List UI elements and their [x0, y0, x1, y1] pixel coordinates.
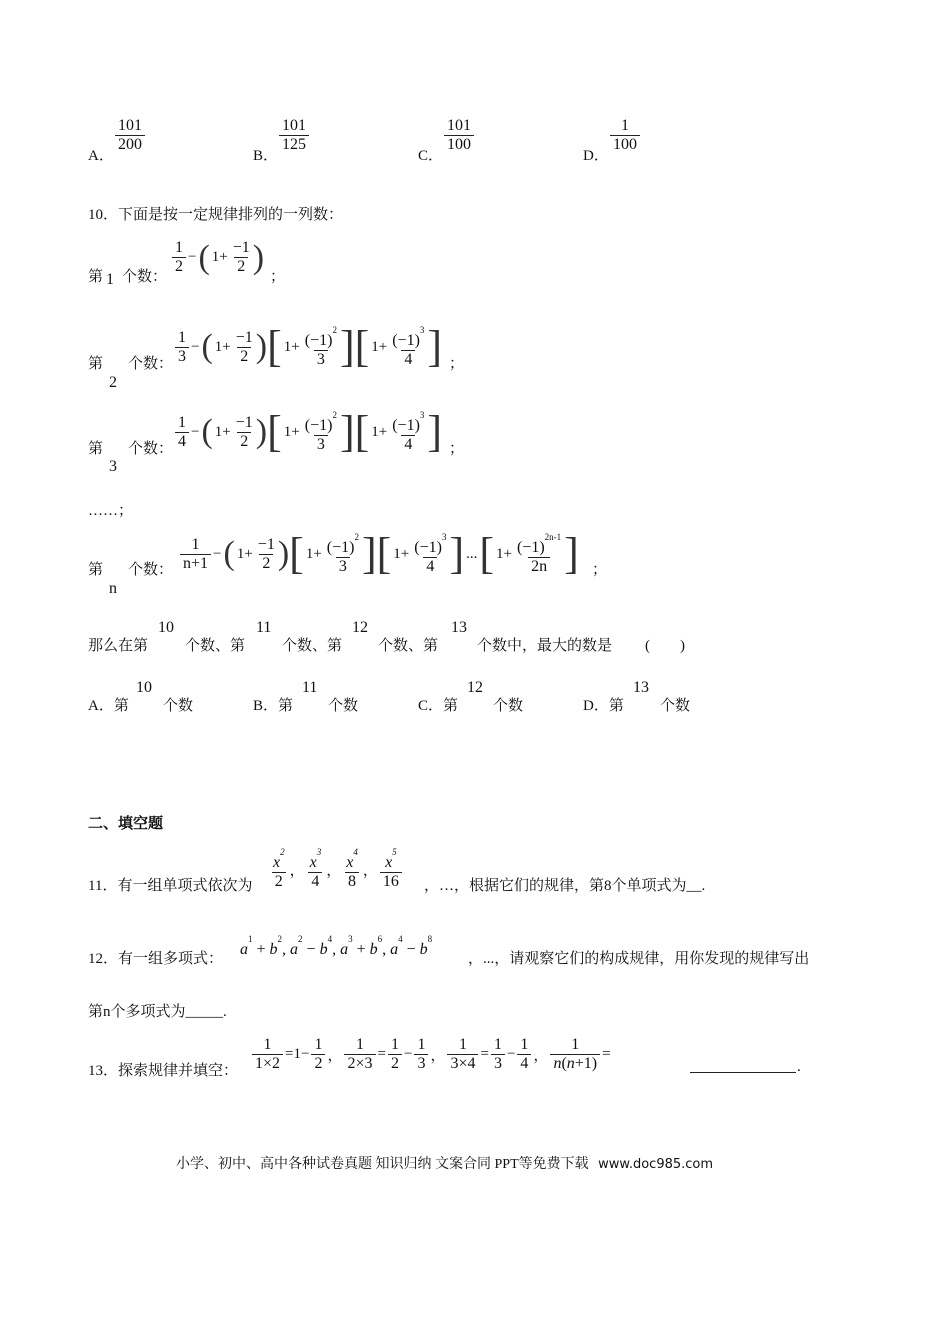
- q13-lead: 13．探索规律并填空：: [88, 1063, 239, 1079]
- q10-row3-end: ；: [449, 441, 465, 457]
- q9-option-c-label: C．: [418, 148, 444, 164]
- q10-row2-expression: $\frac{1}{3}$ − ( 1+ $\frac{-1}{2}$ ) [ 1+ $\frac{(-1)^2}{3}$ ] [ 1+ $\frac{(-1)^3}{4}$ ]: [175, 325, 442, 370]
- q10-rown-index: n: [109, 580, 117, 597]
- q10-option-a-label: A．第: [88, 698, 129, 714]
- q10-rown-prefix: 第: [88, 562, 104, 578]
- q11-lead: 11．有一组单项式依次为: [88, 878, 253, 894]
- q9-option-b-den: 125: [279, 135, 309, 154]
- q9-option-a-num: 101: [118, 117, 142, 134]
- q10-row3-index: 3: [109, 458, 117, 475]
- q12-line2: 第n个多项式为_____.: [88, 1004, 227, 1020]
- q9-option-b-num: 101: [282, 117, 306, 134]
- q10-question-part3: 个数、第: [282, 638, 343, 654]
- q10-option-b-num: 11: [302, 679, 318, 696]
- q9-option-d-fraction: [610, 117, 640, 155]
- q10-option-d-tail: 个数: [660, 698, 691, 714]
- q10-option-c-num: 12: [467, 679, 483, 696]
- q10-ellipsis: ……；: [88, 503, 134, 519]
- q10-rown-end: ；: [592, 562, 608, 578]
- q10-option-a-num: 10: [136, 679, 152, 696]
- q10-question-num2: 11: [256, 619, 272, 636]
- q10-row3-prefix: 第: [88, 441, 104, 457]
- q9-option-b-fraction: [279, 117, 309, 155]
- q10-answer-paren: ( ): [645, 638, 685, 654]
- q9-option-a-den: 200: [115, 135, 145, 154]
- q10-question-num3: 12: [352, 619, 368, 636]
- q10-row2-end: ；: [449, 356, 465, 372]
- q10-rown-suffix: 个数：: [128, 562, 174, 578]
- q10-option-a-tail: 个数: [163, 698, 194, 714]
- q10-option-d-num: 13: [633, 679, 649, 696]
- q10-option-b-label: B．第: [253, 698, 294, 714]
- q13-equations: $\frac{1}{1\times 2}$ =1− $\frac{1}{2}$ ， $\frac{1}{2\times 3}$ = $\frac{1}{2}$ − $\frac{1}{3}$ ， $\frac{1}{3\times 4}$ = $\frac{1}{3}$ − $\frac{1}{4}$ ， $\frac{1}{n(n+1)}$ =: [252, 1036, 613, 1074]
- section-heading: 二、填空题: [88, 814, 164, 832]
- q10-question-part5: 个数中，最大的数是: [477, 638, 613, 654]
- q9-option-a-label: A．: [88, 148, 114, 164]
- q10-question-part1: 那么在第: [88, 638, 149, 654]
- q9-option-c-num: 101: [447, 117, 471, 134]
- q9-option-d-num: 1: [621, 117, 629, 134]
- q12-polynomials: $a^1 + b^2$, $a^2 - b^4$, $a^3 + b^6$, $a^4 - b^8$: [240, 934, 433, 958]
- q10-row2-index: 2: [109, 374, 117, 391]
- q11-tail: ，…，根据它们的规律，第8个单项式为__.: [424, 878, 706, 894]
- q13-answer-blank[interactable]: [690, 1072, 796, 1073]
- q10-row1-index: 1: [106, 271, 114, 288]
- q9-option-d-den: 100: [610, 135, 640, 154]
- q10-question-num4: 13: [451, 619, 467, 636]
- q10-row1-prefix: 第: [88, 269, 104, 285]
- q10-option-b-tail: 个数: [328, 698, 359, 714]
- footer: [176, 1153, 713, 1173]
- q9-option-d-label: D．: [583, 148, 609, 164]
- q10-row1-suffix: 个数：: [122, 269, 168, 285]
- q10-question-part4: 个数、第: [378, 638, 439, 654]
- q10-stem: 10．下面是按一定规律排列的一列数：: [88, 207, 344, 223]
- q10-rown-expression: $\frac{1}{n+1}$ − ( 1+ $\frac{-1}{2}$ ) [ 1+ $\frac{(-1)^2}{3}$ ] [ 1+ $\frac{(-1)^3}{4}$ ] ... [ 1+ $\frac{(-1)^{2n-1}}{2n}$ ]: [180, 532, 579, 577]
- footer-text: 小学、初中、高中各种试卷真题 知识归纳 文案合同 PPT等免费下载: [176, 1157, 589, 1172]
- q12-tail: ，...，请观察它们的构成规律，用你发现的规律写出: [468, 951, 810, 967]
- q10-question-num1: 10: [158, 619, 174, 636]
- q10-option-d-label: D．第: [583, 698, 624, 714]
- q10-question-part2: 个数、第: [185, 638, 246, 654]
- q10-row2-prefix: 第: [88, 356, 104, 372]
- q9-option-b-label: B．: [253, 148, 279, 164]
- q10-row3-expression: $\frac{1}{4}$ − ( 1+ $\frac{-1}{2}$ ) [ 1+ $\frac{(-1)^2}{3}$ ] [ 1+ $\frac{(-1)^3}{4}$ ]: [175, 410, 442, 455]
- q10-row3-suffix: 个数：: [128, 441, 174, 457]
- footer-url[interactable]: www.doc985.com: [598, 1157, 714, 1172]
- q13-end: .: [797, 1059, 801, 1075]
- q10-row2-suffix: 个数：: [128, 356, 174, 372]
- q10-row1-expression: $\frac{1}{2}$ − ( 1+ $\frac{-1}{2}$ ): [172, 239, 264, 277]
- q12-lead: 12．有一组多项式：: [88, 951, 224, 967]
- q9-option-c-den: 100: [444, 135, 474, 154]
- q11-monomials: $\frac{x^2}{2}$ ， $\frac{x^3}{4}$ ， $\frac{x^4}{8}$ ， $\frac{x^5}{16}$: [270, 847, 402, 892]
- q10-option-c-label: C．第: [418, 698, 459, 714]
- q10-row1-end: ；: [270, 269, 286, 285]
- q10-option-c-tail: 个数: [493, 698, 524, 714]
- q9-option-a-fraction: [115, 117, 145, 155]
- q9-option-c-fraction: [444, 117, 474, 155]
